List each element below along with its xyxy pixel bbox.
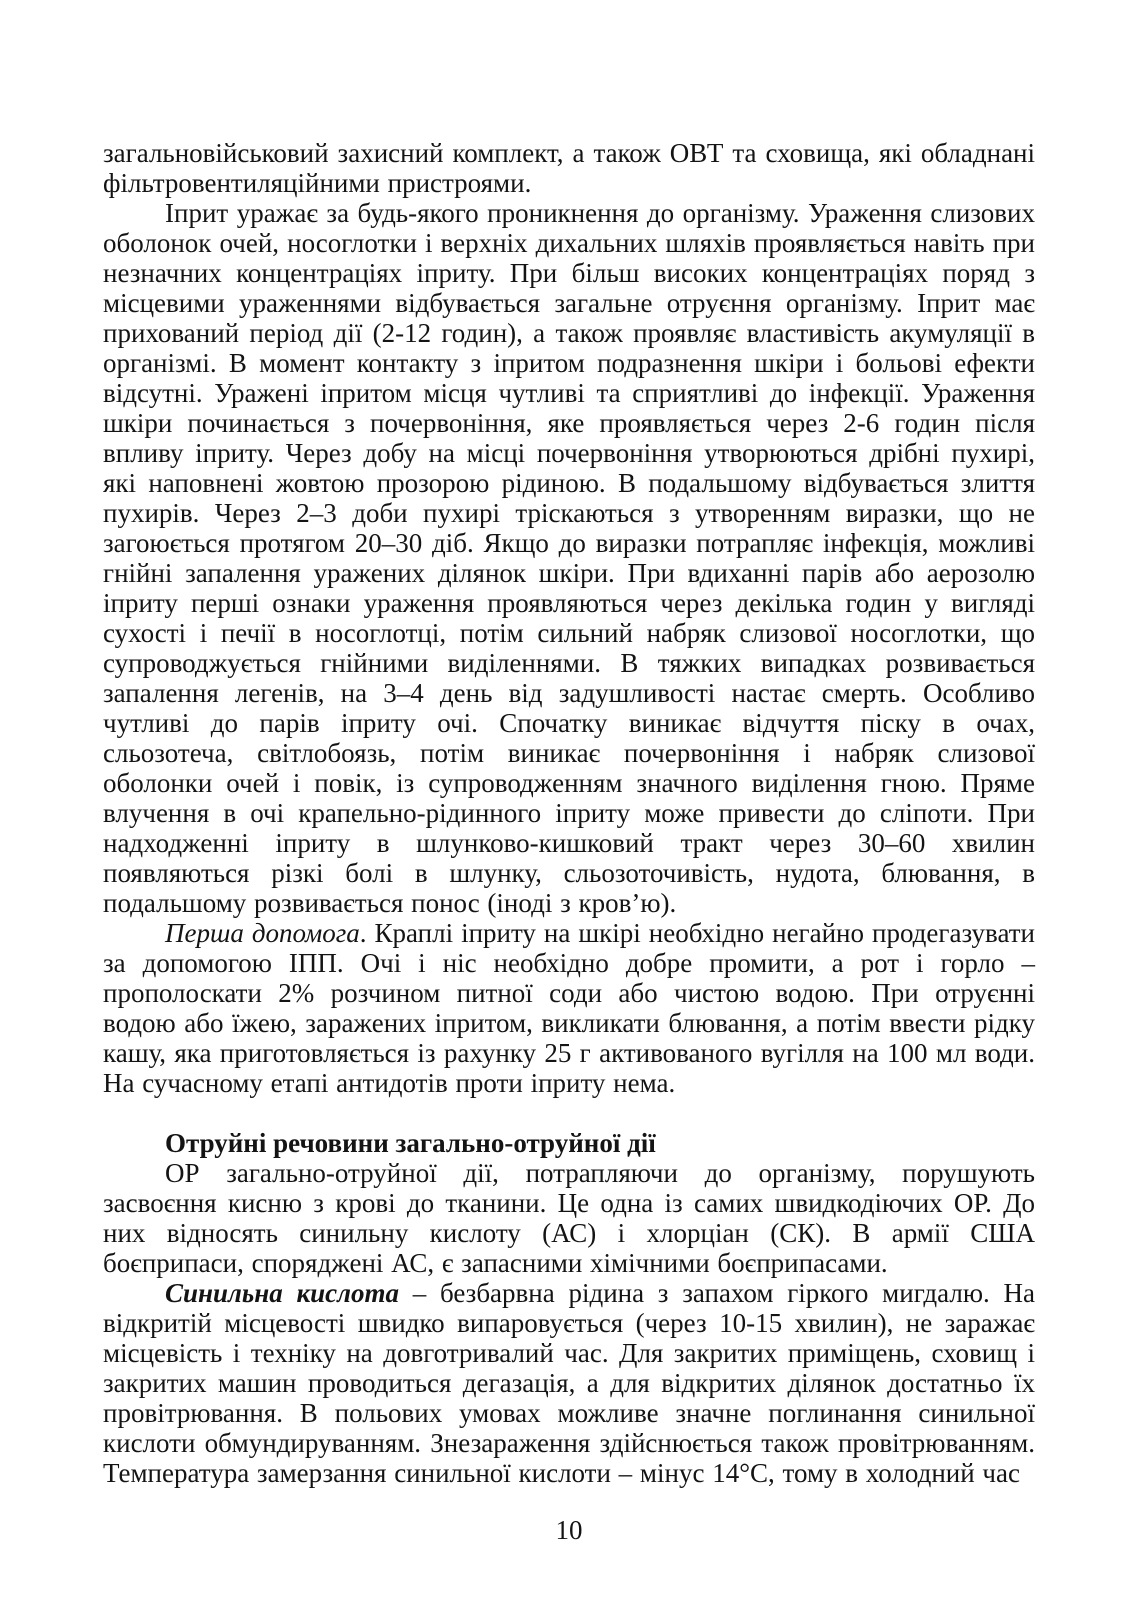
paragraph-text: загальновійськовий захисний комплект, а також ОВТ та сховища, які обладнані фільтровентиляційними пристроями. [103,138,1035,198]
paragraph-hydrocyanic-acid [103,1278,1035,1488]
paragraph-first-aid [103,918,1035,1098]
paragraph-general-poison-agents [103,1158,1035,1278]
section-heading: Отруйні речовини загально-отруйної дії [165,1128,656,1158]
text-block [103,138,1035,1488]
paragraph-text: – безбарвна рідина з запахом гіркого мигдалю. На відкритій місцевості швидко випаровується (через 10-15 хвилин), не заражає місцевість і техніку на довготривалий час. Для закритих приміщень, сховищ і закритих машин проводиться дегазація, а для відкритих ділянок достатньо їх провітрювання. В польових умовах можливе значне поглинання синильної кислоти обмундируванням. Знезараження здійснюється також провітрюванням. Температура замерзання синильної кислоти – мінус 14°С, тому в холодний час [103,1278,1035,1488]
paragraph-mustard-gas-effects [103,198,1035,918]
paragraph-text: Іприт уражає за будь-якого проникнення до організму. Ураження слизових оболонок очей, носоглотки і верхніх дихальних шляхів проявляється навіть при незначних концентраціях іприту. При більш високих концентраціях поряд з місцевими ураженнями відбувається загальне отруєння організму. Іприт має прихований період дії (2-12 годин), а також проявляє властивість акумуляції в організмі. В момент контакту з іпритом подразнення шкіри і больові ефекти відсутні. Уражені іпритом місця чутливі та сприятливі до інфекції. Ураження шкіри починається з почервоніння, яке проявляється через 2-6 годин після впливу іприту. Через добу на місці почервоніння утворюються дрібні пухирі, які наповнені жовтою прозорою рідиною. В подальшому відбувається злиття пухирів. Через 2–3 доби пухирі тріскаються з утворенням виразки, що не загоюється протягом 20–30 діб. Якщо до виразки потрапляє інфекція, можливі гнійні запалення уражених ділянок шкіри. При вдиханні парів або аерозолю іприту перші ознаки ураження проявляються через декілька годин у вигляді сухості і печії в носоглотці, потім сильний набряк слизової носоглотки, що супроводжується гнійними виділеннями. В тяжких випадках розвивається запалення легенів, на 3–4 день від задушливості настає смерть. Особливо чутливі до парів іприту очі. Спочатку виникає відчуття піску в очах, сльозотеча, світлобоязь, потім виникає почервоніння і набряк слизової оболонки очей і повік, із супроводженням значного виділення гною. Пряме влучення в очі крапельно-рідинного іприту може привести до сліпоти. При надходженні іприту в шлунково-кишковий тракт через 30–60 хвилин появляються різкі болі в шлунку, сльозоточивість, нудота, блювання, в подальшому розвивається понос (іноді з кров’ю). [103,198,1035,918]
paragraph-continuation [103,138,1035,198]
page-number: 10 [555,1515,583,1545]
paragraph-text: ОР загально-отруйної дії, потрапляючи до організму, порушують засвоєння кисню з крові до тканини. Це одна із самих швидкодіючих ОР. До них відносять синильну кислоту (АС) і хлорціан (СК). В армії США боєприпаси, споряджені АС, є запасними хімічними боєприпасами. [103,1158,1035,1278]
paragraph-lead-bold-italic: Синильна кислота [165,1278,399,1308]
paragraph-lead-italic: Перша допомога [165,918,360,948]
paragraph-text: . Краплі іприту на шкірі необхідно негайно продегазувати за допомогою ІПП. Очі і ніс необхідно добре промити, а рот і горло – прополоскати 2% розчином питної соди або чистою водою. При отруєнні водою або їжею, заражених іпритом, викликати блювання, а потім ввести рідку кашу, яка приготовляється із рахунку 25 г активованого вугілля на 100 мл води. На сучасному етапі антидотів проти іприту нема. [103,918,1035,1098]
